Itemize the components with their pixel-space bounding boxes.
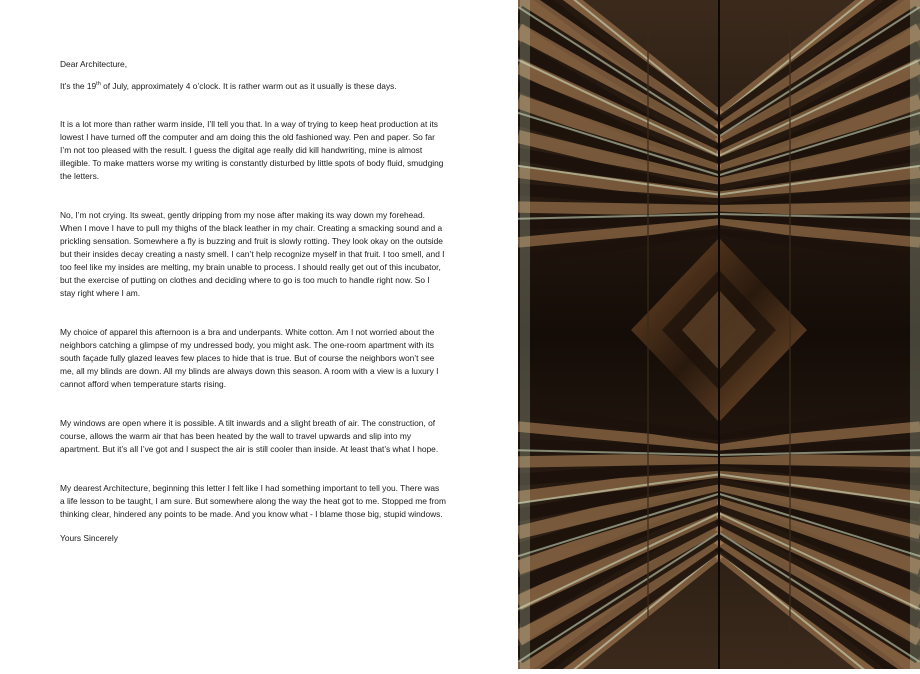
date-line [60,80,446,93]
blind-slat [719,458,920,462]
date-text: It’s the 19 [60,81,97,91]
paragraph-apparel: My choice of apparel this afternoon is a bra and underpants. White cotton. Am I not worried about the neighbors catching a glimpse of my undressed body, you might ask. The one-room apartment with its south façade fully glazed leaves few places to hide that is true. But of course the neighbors won’t see me, all my blinds are down. All my blinds are always down this season. A room with a view is a luxury I cannot afford when temperature starts rising. [60,327,439,389]
blinds-photo [518,0,920,669]
window-glow [520,0,530,669]
blind-slat [518,207,719,211]
letter [60,58,446,545]
date-ordinal: th [96,81,101,87]
blind-slat [518,458,719,462]
paragraph-sweat: No, I’m not crying. Its sweat, gently dripping from my nose after making its way down my forehead. When I move I have to pull my thighs of the black leather in my chair. Creating a smacking sound and a prickling sensation. Somewhere a fly is buzzing and fruit is slowly rotting. They look okay on the outside but their insides decay creating a nasty smell. I can’t help recognize myself in that fruit. I too smell, and I too feel like my insides are melting, my brain unable to process. I should really get out of this incubator, but the exercise of putting on clothes and deciding where to go is too much to handle right now. So I stay right where I am. [60,210,445,298]
date-rest: of July, approximately 4 o’clock. It is rather warm out as it usually is these days. [100,81,397,91]
paragraph-conclusion: My dearest Architecture, beginning this letter I felt like I had something important to tell you. There was a life lesson to be taught, I am sure. But somewhere along the way the heat got to me. Stopped me from thinking clear, hindered any points to be made. And you know what - I blame those big, stupid windows. [60,483,446,519]
window-glow [910,0,920,669]
paragraph-windows: My windows are open where it is possible. A tilt inwards and a slight breath of air. The construction, of course, allows the warm air that has been heated by the wall to travel upwards and slip into my apartment. But it’s all I’ve got and I suspect the air is still cooler than inside. At least that’s what I hope. [60,418,439,454]
blind-slat [719,207,920,211]
greeting: Dear Architecture, [60,59,128,69]
blinds-illustration [518,0,920,669]
paragraph-heat: It is a lot more than rather warm inside, I’ll tell you that. In a way of trying to keep heat production at its lowest I have turned off the computer and am doing this the old fashioned way. Pen and paper. So far I’m not too pleased with the result. I guess the digital age really did kill handwriting, mine is almost illegible. To make matters worse my writing is constantly disturbed by little spots of body fluid, smudging the letters. [60,119,444,181]
closing: Yours Sincerely [60,533,118,543]
